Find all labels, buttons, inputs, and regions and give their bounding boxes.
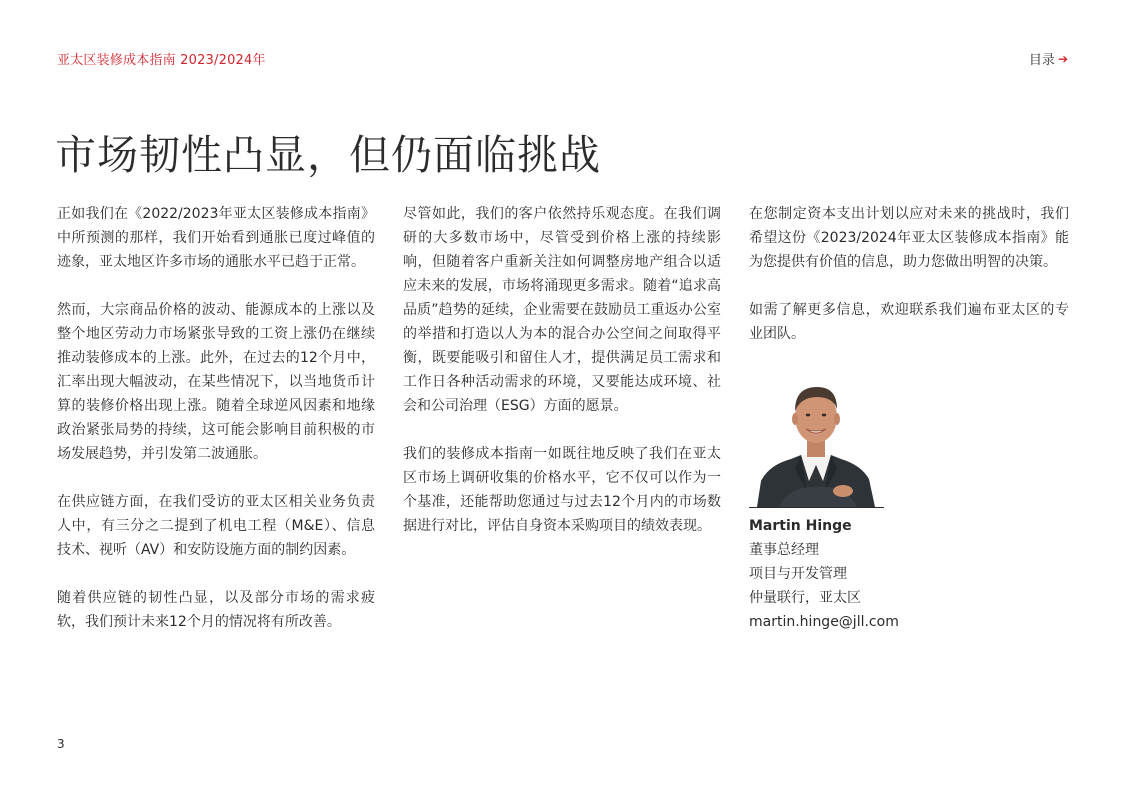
contact-card: [749, 514, 899, 634]
paragraph: 如需了解更多信息，欢迎联系我们遍布亚太区的专业团队。: [749, 302, 1069, 342]
paragraph: 在供应链方面，在我们受访的亚太区相关业务负责人中，有三分之二提到了机电工程（M&E）、信息技术、视听（AV）和安防设施方面的制约因素。: [57, 494, 375, 558]
toc-label: 目录: [1028, 53, 1055, 68]
contact-email[interactable]: martin.hinge@jll.com: [749, 614, 899, 630]
page-number: 3: [57, 737, 65, 751]
document-header-title: 亚太区装修成本指南 2023/2024年: [57, 53, 266, 68]
page-title: 市场韧性凸显，但仍面临挑战: [55, 131, 601, 179]
text-column-2: [403, 202, 721, 562]
contact-department: 项目与开发管理: [749, 566, 847, 582]
text-column-1: [57, 202, 375, 658]
contact-company: 仲量联行，亚太区: [749, 590, 861, 606]
paragraph: 尽管如此，我们的客户依然持乐观态度。在我们调研的大多数市场中，尽管受到价格上涨的持续影响，但随着客户重新关注如何调整房地产组合以适应未来的发展，市场将涌现更多需求。随着“追求高品质”趋势的延续，企业需要在鼓励员工重返办公室的举措和打造以人为本的混合办公空间之间取得平衡，既要能吸引和留住人才，提供满足员工需求和工作日各种活动需求的环境，又要能达成环境、社会和公司治理（ESG）方面的愿景。: [403, 206, 721, 414]
arrow-right-icon: ➔: [1057, 51, 1068, 66]
contact-title: 董事总经理: [749, 542, 819, 558]
paragraph: 然而，大宗商品价格的波动、能源成本的上涨以及整个地区劳动力市场紧张导致的工资上涨仍在继续推动装修成本的上涨。此外，在过去的12个月中，汇率出现大幅波动，在某些情况下，以当地货币计算的装修价格出现上涨。随着全球逆风因素和地缘政治紧张局势的持续，这可能会影响目前积极的市场发展趋势，并引发第二波通胀。: [57, 302, 375, 462]
paragraph: 随着供应链的韧性凸显，以及部分市场的需求疲软，我们预计未来12个月的情况将有所改善。: [57, 590, 375, 630]
paragraph: 正如我们在《2022/2023年亚太区装修成本指南》中所预测的那样，我们开始看到通胀已度过峰值的迹象，亚太地区许多市场的通胀水平已趋于正常。: [57, 206, 375, 270]
paragraph: 我们的装修成本指南一如既往地反映了我们在亚太区市场上调研收集的价格水平，它不仅可以作为一个基准，还能帮助您通过与过去12个月内的市场数据进行对比，评估自身资本采购项目的绩效表现。: [403, 446, 721, 534]
contact-name: Martin Hinge: [749, 518, 852, 534]
paragraph: 在您制定资本支出计划以应对未来的挑战时，我们希望这份《2023/2024年亚太区装修成本指南》能为您提供有价值的信息，助力您做出明智的决策。: [749, 206, 1069, 270]
text-column-3: [749, 202, 1069, 370]
contact-portrait-photo: [749, 373, 884, 508]
table-of-contents-link[interactable]: [1029, 49, 1068, 68]
